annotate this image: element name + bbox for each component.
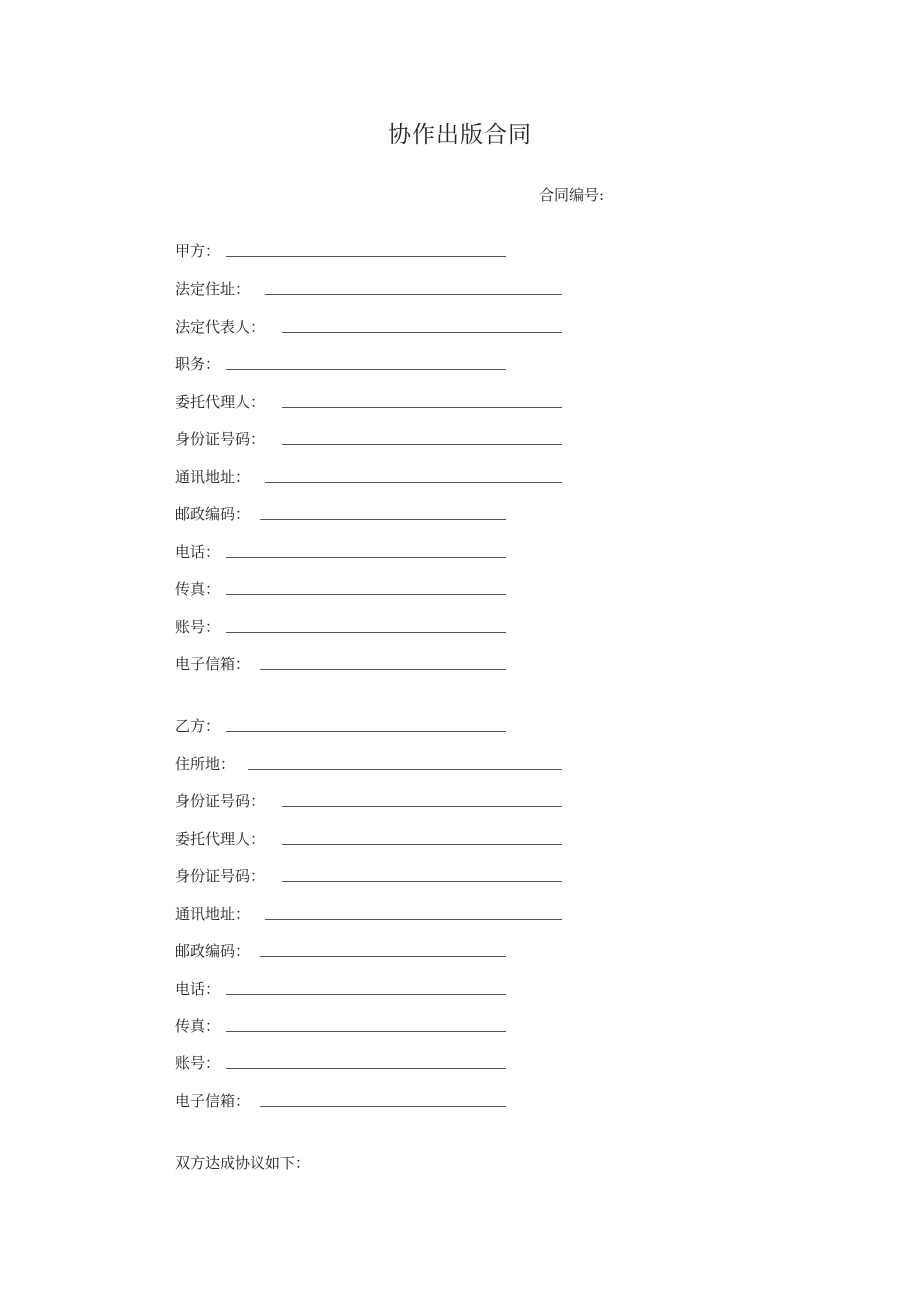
- fill-line[interactable]: [226, 256, 506, 257]
- field-label: 住所地：: [175, 755, 236, 773]
- fill-line[interactable]: [226, 1068, 506, 1069]
- fill-line[interactable]: [260, 1106, 506, 1107]
- field-label: 乙方：: [175, 717, 221, 735]
- field-label: 电子信箱：: [175, 655, 251, 673]
- fill-line[interactable]: [265, 482, 562, 483]
- fill-line[interactable]: [265, 294, 562, 295]
- fill-line[interactable]: [226, 594, 506, 595]
- fill-line[interactable]: [282, 806, 562, 807]
- agreement-intro-text: 双方达成协议如下：: [175, 1154, 311, 1172]
- fill-line[interactable]: [260, 669, 506, 670]
- field-label: 职务：: [175, 355, 221, 373]
- field-label: 传真：: [175, 1017, 221, 1035]
- field-label: 法定代表人：: [175, 318, 266, 336]
- field-label: 电子信箱：: [175, 1092, 251, 1110]
- fill-line[interactable]: [260, 519, 506, 520]
- field-label: 通讯地址：: [175, 468, 251, 486]
- field-label: 身份证号码：: [175, 792, 266, 810]
- fill-line[interactable]: [282, 844, 562, 845]
- fill-line[interactable]: [282, 332, 562, 333]
- fill-line[interactable]: [226, 994, 506, 995]
- fill-line[interactable]: [226, 1031, 506, 1032]
- field-label: 邮政编码：: [175, 942, 251, 960]
- fill-line[interactable]: [226, 557, 506, 558]
- fill-line[interactable]: [260, 956, 506, 957]
- field-label: 传真：: [175, 580, 221, 598]
- fill-line[interactable]: [226, 731, 506, 732]
- field-label: 委托代理人：: [175, 830, 266, 848]
- document-title: 协作出版合同: [388, 122, 532, 148]
- field-label: 账号：: [175, 618, 221, 636]
- fill-line[interactable]: [282, 407, 562, 408]
- field-label: 邮政编码：: [175, 505, 251, 523]
- field-label: 通讯地址：: [175, 905, 251, 923]
- field-label: 账号：: [175, 1054, 221, 1072]
- field-label: 法定住址：: [175, 280, 251, 298]
- fill-line[interactable]: [265, 919, 562, 920]
- fill-line[interactable]: [226, 632, 506, 633]
- contract-number-label: 合同编号:: [539, 186, 605, 204]
- fill-line[interactable]: [248, 769, 562, 770]
- field-label: 电话：: [175, 543, 221, 561]
- field-label: 甲方：: [175, 242, 221, 260]
- field-label: 身份证号码：: [175, 430, 266, 448]
- field-label: 身份证号码：: [175, 867, 266, 885]
- fill-line[interactable]: [282, 881, 562, 882]
- field-label: 电话：: [175, 980, 221, 998]
- fill-line[interactable]: [282, 444, 562, 445]
- field-label: 委托代理人：: [175, 393, 266, 411]
- fill-line[interactable]: [226, 369, 506, 370]
